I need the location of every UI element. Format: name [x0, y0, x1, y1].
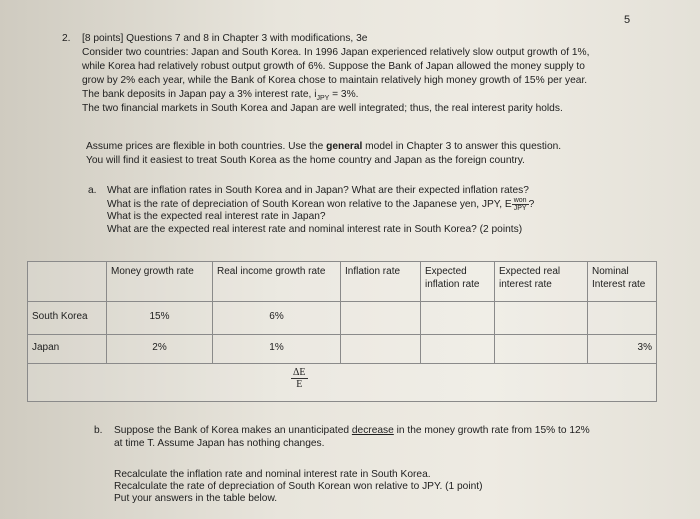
header-cell-empty — [28, 262, 107, 302]
cell-expected-real-interest[interactable] — [495, 335, 588, 364]
part-b-text — [114, 424, 590, 450]
intro-line: Consider two countries: Japan and South Korea. In 1996 Japan experienced relatively slow output growth of 1%, — [82, 47, 590, 58]
part-a-line: What is the expected real interest rate in Japan? — [107, 211, 326, 222]
delta-e-cell[interactable] — [28, 364, 657, 402]
part-a-line-depreciation — [107, 197, 534, 210]
cell-real-income-growth: 1% — [213, 335, 341, 364]
part-b-line1-post: in the money growth rate from 15% to 12% — [393, 425, 590, 436]
cell-expected-inflation[interactable] — [421, 335, 495, 364]
header-inflation-rate: Inflation rate — [341, 262, 421, 302]
question-number: 2. — [62, 33, 71, 44]
part-a-text — [107, 184, 534, 236]
general-line-1 — [86, 140, 561, 154]
general-post: model in Chapter 3 to answer this question. — [362, 141, 562, 152]
question-header: [8 points] Questions 7 and 8 in Chapter 3 with modifications, 3e — [82, 33, 368, 44]
part-a-line: What are inflation rates in South Korea and in Japan? What are their expected inflation rates? — [107, 185, 529, 196]
table-row-delta-e — [28, 364, 657, 402]
table-row — [28, 335, 657, 364]
intro-line: grow by 2% each year, while the Bank of Korea chose to maintain relatively high money growth of 15% per year. — [82, 75, 588, 86]
cell-expected-real-interest[interactable] — [495, 302, 588, 335]
cell-money-growth: 2% — [107, 335, 213, 364]
part-b-decrease-word: decrease — [351, 425, 394, 436]
cell-money-growth: 15% — [107, 302, 213, 335]
general-line-2: You will find it easiest to treat South Korea as the home country and Japan as the foreign country. — [86, 155, 525, 166]
header-real-income-growth: Real income growth rate — [213, 262, 341, 302]
answer-table — [27, 261, 657, 402]
recalc-line: Put your answers in the table below. — [114, 493, 278, 504]
cell-real-income-growth: 6% — [213, 302, 341, 335]
e-subscript-jpy: JPY — [513, 205, 527, 212]
cell-expected-inflation[interactable] — [421, 302, 495, 335]
header-nominal-interest: Nominal Interest rate — [588, 262, 657, 302]
cell-inflation-rate[interactable] — [341, 302, 421, 335]
intro-interest-tail: = 3%. — [329, 89, 359, 100]
header-money-growth: Money growth rate — [107, 262, 213, 302]
e-subscript-won: won — [513, 197, 527, 204]
table-header-row — [28, 262, 657, 302]
delta-e-denominator: E — [296, 379, 303, 390]
general-pre: Assume prices are flexible in both countries. Use the — [86, 141, 327, 152]
row-label-japan: Japan — [28, 335, 107, 364]
row-label-south-korea: South Korea — [28, 302, 107, 335]
delta-e-numerator: ΔE — [293, 367, 306, 378]
cell-nominal-interest[interactable]: 3% — [588, 335, 657, 364]
part-b-line-2: at time T. Assume Japan has nothing changes. — [114, 438, 325, 449]
general-bold: general — [326, 141, 363, 152]
cell-nominal-interest[interactable] — [588, 302, 657, 335]
table-row — [28, 302, 657, 335]
part-b-recalc — [114, 468, 482, 504]
part-b-marker: b. — [94, 425, 103, 436]
recalc-line: Recalculate the rate of depreciation of South Korean won relative to JPY. (1 point) — [114, 481, 483, 492]
header-expected-real-interest: Expected real interest rate — [495, 262, 588, 302]
intro-line: while Korea had relatively robust output growth of 6%. Suppose the Bank of Japan allowed the money supply to — [82, 61, 585, 72]
part-a-line: What are the expected real interest rate and nominal interest rate in South Korea? (2 points) — [107, 224, 523, 235]
recalc-line: Recalculate the inflation rate and nominal interest rate in South Korea. — [114, 469, 431, 480]
interest-subscript: JPY — [316, 95, 330, 103]
part-a-line2-tail: ? — [528, 199, 535, 210]
part-a-marker: a. — [88, 185, 97, 196]
intro-line: The two financial markets in South Korea and Japan are well integrated; thus, the real interest parity holds. — [82, 103, 563, 114]
part-a-line2-text: What is the rate of depreciation of South Korean won relative to the Japanese yen, JPY, E — [107, 199, 512, 210]
page-number: 5 — [624, 14, 631, 26]
part-b-line1-pre: Suppose the Bank of Korea makes an unanticipated — [114, 425, 352, 436]
cell-inflation-rate[interactable] — [341, 335, 421, 364]
header-expected-inflation: Expected inflation rate — [421, 262, 495, 302]
intro-line-interest — [82, 88, 589, 102]
delta-e-over-e — [291, 367, 308, 390]
e-won-jpy-fraction — [512, 197, 529, 212]
intro-interest-text: The bank deposits in Japan pay a 3% interest rate, i — [82, 89, 317, 100]
general-model-note — [86, 140, 561, 168]
question-intro — [82, 46, 589, 116]
part-b-line-1 — [114, 424, 590, 437]
